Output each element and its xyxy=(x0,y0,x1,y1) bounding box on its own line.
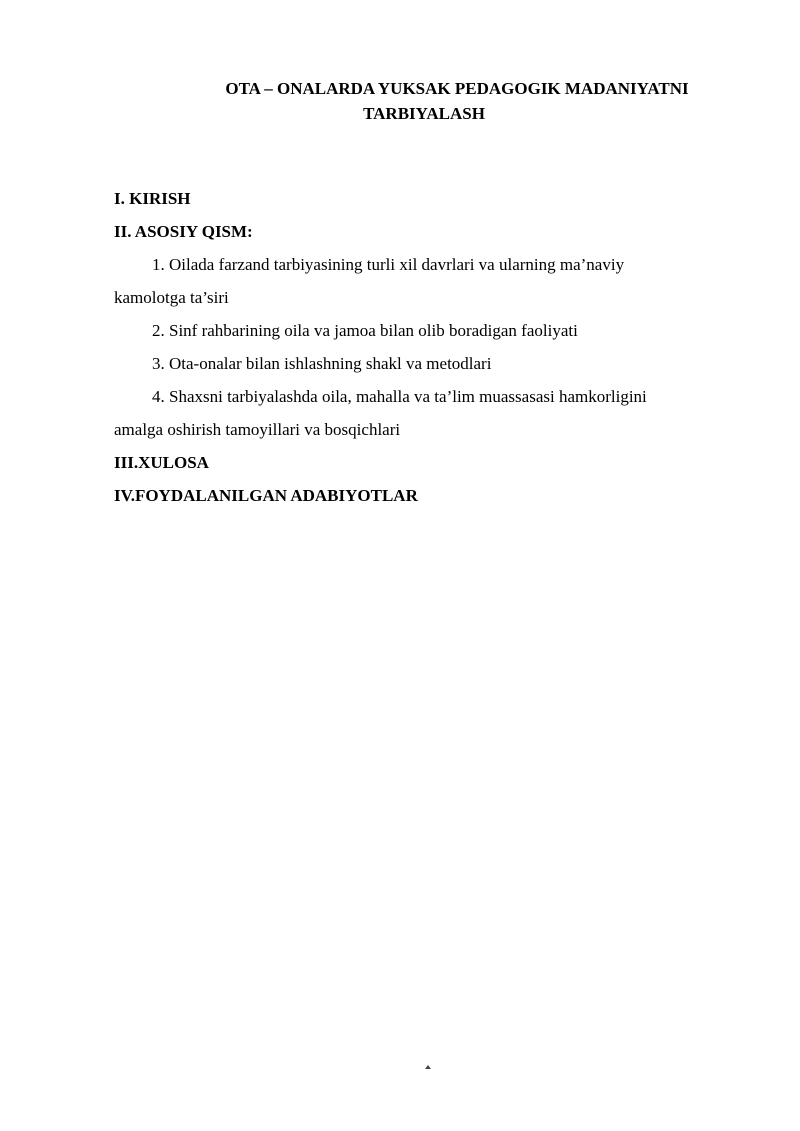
toc-section-intro: I. KIRISH xyxy=(114,189,191,208)
caret-up-icon xyxy=(424,1064,432,1070)
toc-section-references: IV.FOYDALANILGAN ADABIYOTLAR xyxy=(114,486,418,505)
toc-item-1-line-2: kamolotga ta’siri xyxy=(114,288,229,307)
toc-item-2: 2. Sinf rahbarining oila va jamoa bilan olib boradigan faoliyati xyxy=(152,321,578,340)
title-line-1: OTA – ONALARDA YUKSAK PEDAGOGIK MADANIYATNI xyxy=(225,79,689,98)
page-marker-icon xyxy=(424,1064,432,1070)
toc-item-3: 3. Ota-onalar bilan ishlashning shakl va metodlari xyxy=(152,354,492,373)
toc-item-1-line-1: 1. Oilada farzand tarbiyasining turli xil davrlari va ularning ma’naviy xyxy=(152,255,625,274)
document-title xyxy=(114,76,734,126)
table-of-contents xyxy=(114,182,734,512)
toc-item-4-line-1: 4. Shaxsni tarbiyalashda oila, mahalla va ta’lim muassasasi hamkorligini xyxy=(152,387,647,406)
toc-section-conclusion: III.XULOSA xyxy=(114,453,209,472)
toc-section-main: II. ASOSIY QISM: xyxy=(114,222,253,241)
toc-item-4-line-2: amalga oshirish tamoyillari va bosqichlari xyxy=(114,420,401,439)
title-line-2: TARBIYALASH xyxy=(363,104,485,123)
